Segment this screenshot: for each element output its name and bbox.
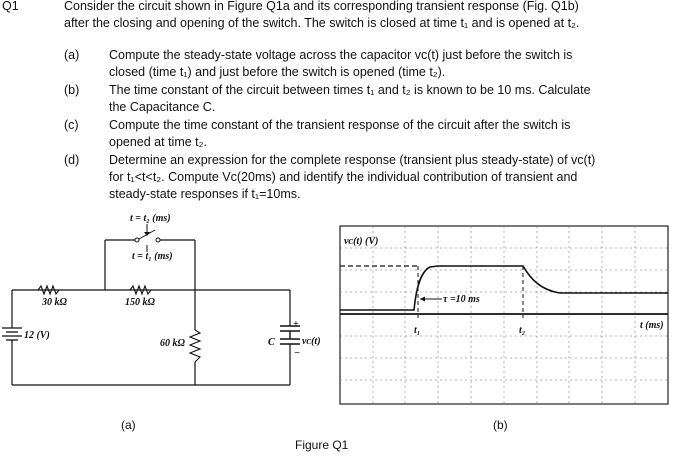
capacitor-label: C [268,337,275,348]
plot-caption: (b) [493,418,508,432]
switch-open-label: t = t₂ (ms) [130,213,171,224]
part-d-line2: for t₁<t<t₂. Compute Vᴄ(20ms) and identify the individual contribution of transient and [109,170,578,184]
part-a-line1: Compute the steady-state voltage across the capacitor vᴄ(t) just before the switch is [109,48,573,62]
tau-label: τ =10 ms [443,294,480,305]
part-b-line2: the Capacitance C. [109,100,216,114]
part-d-line1: Determine an expression for the complete response (transient plus steady-state) of vᴄ(t) [109,153,596,167]
part-c-label: (c) [64,118,79,132]
figure-caption: Figure Q1 [295,438,349,452]
part-c-line1: Compute the time constant of the transient response of the circuit after the switch is [109,118,571,132]
battery-symbol [2,328,22,342]
part-c-line2: opened at time t₂. [109,135,207,149]
part-b-line1: The time constant of the circuit between times t₁ and t₂ is known to be 10 ms. Calculate [109,83,591,97]
plus-sign: + [293,319,299,330]
t2-tick-label: t₂ [519,325,526,336]
question-intro-line1: Consider the circuit shown in Figure Q1a and its corresponding transient response (Fig. Q1b) [64,0,579,13]
plot-area [340,226,668,404]
plot-xlabel: t (ms) [640,320,664,331]
part-d-line3: steady-state responses if t₁=10ms. [109,187,301,201]
plot-ylabel: vᴄ(t) (V) [344,236,379,247]
part-b-label: (b) [64,83,80,97]
question-intro-line2: after the closing and opening of the switch. The switch is closed at time t₁ and is opened at t₂. [64,16,580,30]
source-label: 12 (V) [24,330,50,341]
question-number: Q1 [2,0,19,13]
r3-label: 60 kΩ [160,338,185,349]
switch-close-label: t = t₁ (ms) [132,251,173,262]
r2-label: 150 kΩ [125,297,155,308]
resistor-60k [190,330,200,362]
t1-tick-label: t₁ [414,325,421,336]
vc-label: vᴄ(t) [302,336,321,347]
part-a-label: (a) [64,48,80,62]
circuit-caption: (a) [121,418,136,432]
part-d-label: (d) [64,153,80,167]
r1-label: 30 kΩ [42,297,67,308]
switch-symbol [135,224,160,252]
minus-sign: − [294,348,301,359]
part-a-line2: closed (time t₁) and just before the switch is opened (time t₂). [109,65,446,79]
